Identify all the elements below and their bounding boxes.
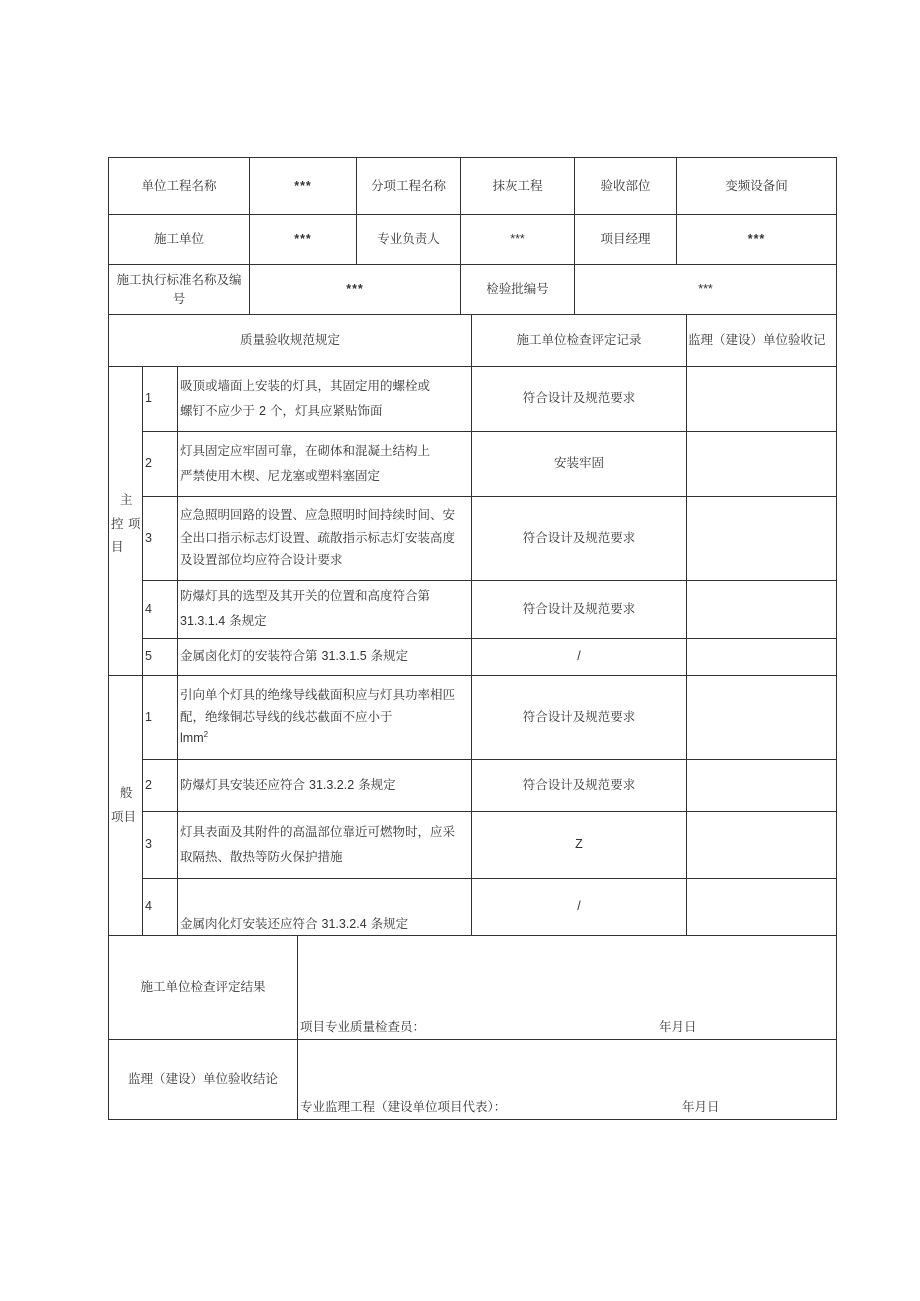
general-item-1-supervisor (687, 675, 837, 759)
general-char-2: 项目 (111, 808, 137, 824)
general-item-2-record: 符合设计及规范要求 (472, 759, 687, 811)
main-item-1-no: 1 (143, 366, 178, 431)
general-item-1-line3: lmm (180, 731, 204, 746)
general-item-2-text (178, 759, 472, 811)
main-item-2-text (178, 431, 472, 496)
main-item-3-line1: 应急照明回路的设置、应急照明时间持续时间、安 (180, 507, 456, 523)
main-item-5-no: 5 (143, 638, 178, 675)
supervisor-conclusion-label: 监理（建设）单位验收结论 (109, 1040, 298, 1120)
inspection-form (108, 157, 836, 1120)
main-item-5-supervisor (687, 638, 837, 675)
manager-label: 项目经理 (575, 215, 677, 265)
general-item-3-record: Z (472, 811, 687, 878)
unit-project-value: *** (250, 158, 357, 215)
general-item-4-no: 4 (143, 878, 178, 935)
main-item-2-line2: 严禁使用木楔、尼龙塞或塑料塞固定 (180, 467, 381, 483)
general-item-1-text (178, 675, 472, 759)
general-item-4-supervisor (687, 878, 837, 935)
specialist-value: *** (461, 215, 575, 265)
supervisor-conclusion-date: 年月日 (682, 1099, 720, 1115)
main-item-1-line2a: 螺钉不应少于 (180, 402, 256, 418)
contractor-result-label: 施工单位检查评定结果 (109, 936, 298, 1040)
general-item-1-line3-sup: 2 (203, 730, 209, 740)
batch-value: *** (575, 265, 837, 315)
standard-label (109, 265, 250, 315)
main-item-4-line2-num: 31.3.1.4 (180, 614, 226, 628)
general-item-1-no: 1 (143, 675, 178, 759)
supervisor-conclusion-area (298, 1040, 837, 1120)
general-char-1: 般 (120, 784, 133, 800)
contractor-label: 施工单位 (109, 215, 250, 265)
main-item-1-line1: 吸顶或墙面上安装的灯具，其固定用的螺栓或 (180, 377, 431, 393)
main-control-char-3: 项 (128, 515, 141, 531)
general-item-2-line1-num: 31.3.2.2 (309, 777, 355, 792)
supervisor-engineer-label: 专业监理工程（建设单位项目代表）： (300, 1099, 507, 1115)
general-item-2-line1a: 防爆灯具安装还应符合 (180, 776, 306, 792)
main-item-3-record: 符合设计及规范要求 (472, 496, 687, 580)
general-item-4-text (178, 878, 472, 935)
general-item-1-line2: 配，绝缘铜芯导线的线芯截面不应小于 (180, 708, 393, 724)
main-item-2-no: 2 (143, 431, 178, 496)
header-table (108, 157, 837, 315)
main-item-1-record: 符合设计及规范要求 (472, 366, 687, 431)
main-item-2-supervisor (687, 431, 837, 496)
contractor-value: *** (250, 215, 357, 265)
general-item-4-line1a: 金属肉化灯安装还应符合 (180, 915, 318, 931)
general-item-3-supervisor (687, 811, 837, 878)
general-item-4-line1-num: 31.3.2.4 (321, 916, 367, 931)
acceptance-part-value: 变频设备间 (677, 158, 837, 215)
contractor-inspector-label: 项目专业质量检查员： (300, 1019, 426, 1035)
general-item-3-no: 3 (143, 811, 178, 878)
main-item-3-line2: 全出口指示标志灯设置、疏散指示标志灯安装高度 (180, 529, 456, 545)
batch-label: 检验批编号 (461, 265, 575, 315)
main-control-char-2: 控 (111, 515, 124, 531)
general-item-4-record: / (472, 878, 687, 935)
main-item-3-line3: 及设置部位均应符合设计要求 (180, 552, 343, 568)
general-item-1-record: 符合设计及规范要求 (472, 675, 687, 759)
acceptance-part-label: 验收部位 (575, 158, 677, 215)
column-spec: 质量验收规范规定 (109, 315, 472, 366)
main-item-5-line1b: 条规定 (370, 648, 409, 664)
contractor-result-date: 年月日 (659, 1019, 697, 1035)
footer-table (108, 936, 837, 1121)
manager-value: *** (677, 215, 837, 265)
column-contractor-record: 施工单位检查评定记录 (472, 315, 687, 366)
main-item-2-record: 安装牢固 (472, 431, 687, 496)
main-item-5-line1-num: 31.3.1.5 (321, 649, 367, 664)
main-control-char-1: 主 (120, 491, 133, 507)
main-item-1-supervisor (687, 366, 837, 431)
main-item-4-line1: 防爆灯具的选型及其开关的位置和高度符合第 (180, 588, 431, 604)
main-control-category (109, 366, 143, 675)
general-category (109, 675, 143, 935)
main-item-5-text (178, 638, 472, 675)
main-item-3-no: 3 (143, 496, 178, 580)
main-item-4-line2b: 条规定 (229, 613, 267, 628)
general-item-2-no: 2 (143, 759, 178, 811)
standard-value: *** (250, 265, 461, 315)
main-item-1-line2-num: 2 (259, 403, 266, 418)
main-item-4-supervisor (687, 580, 837, 638)
general-item-2-supervisor (687, 759, 837, 811)
general-item-3-text (178, 811, 472, 878)
general-item-3-line2: 取隔热、散热等防火保护措施 (180, 848, 343, 864)
unit-project-label: 单位工程名称 (109, 158, 250, 215)
standard-label-line1: 施工执行标准名称及编 (116, 271, 242, 287)
sub-project-label: 分项工程名称 (357, 158, 461, 215)
main-item-4-record: 符合设计及规范要求 (472, 580, 687, 638)
general-item-3-line1: 灯具表面及其附件的高温部位靠近可燃物时，应采 (180, 823, 456, 839)
main-item-3-supervisor (687, 496, 837, 580)
main-item-2-line1: 灯具固定应牢固可靠，在砌体和混凝土结构上 (180, 442, 431, 458)
main-item-1-line2b: 个，灯具应紧贴饰面 (269, 402, 383, 418)
main-item-4-text (178, 580, 472, 638)
contractor-result-area (298, 936, 837, 1040)
main-item-4-no: 4 (143, 580, 178, 638)
main-item-5-line1a: 金属卤化灯的安装符合第 (180, 648, 318, 664)
general-item-4-line1b: 条规定 (370, 915, 409, 931)
general-item-1-line1: 引向单个灯具的绝缘导线截面积应与灯具功率相匹 (180, 686, 456, 702)
main-item-5-record: / (472, 638, 687, 675)
standard-label-line2: 号 (172, 290, 186, 306)
main-item-3-text (178, 496, 472, 580)
items-table (108, 315, 837, 936)
main-control-char-4: 目 (111, 538, 124, 554)
general-item-2-line1b: 条规定 (358, 776, 396, 792)
column-supervisor-record: 监理（建设）单位验收记 (687, 315, 837, 366)
main-item-1-text (178, 366, 472, 431)
sub-project-value: 抹灰工程 (461, 158, 575, 215)
specialist-label: 专业负责人 (357, 215, 461, 265)
